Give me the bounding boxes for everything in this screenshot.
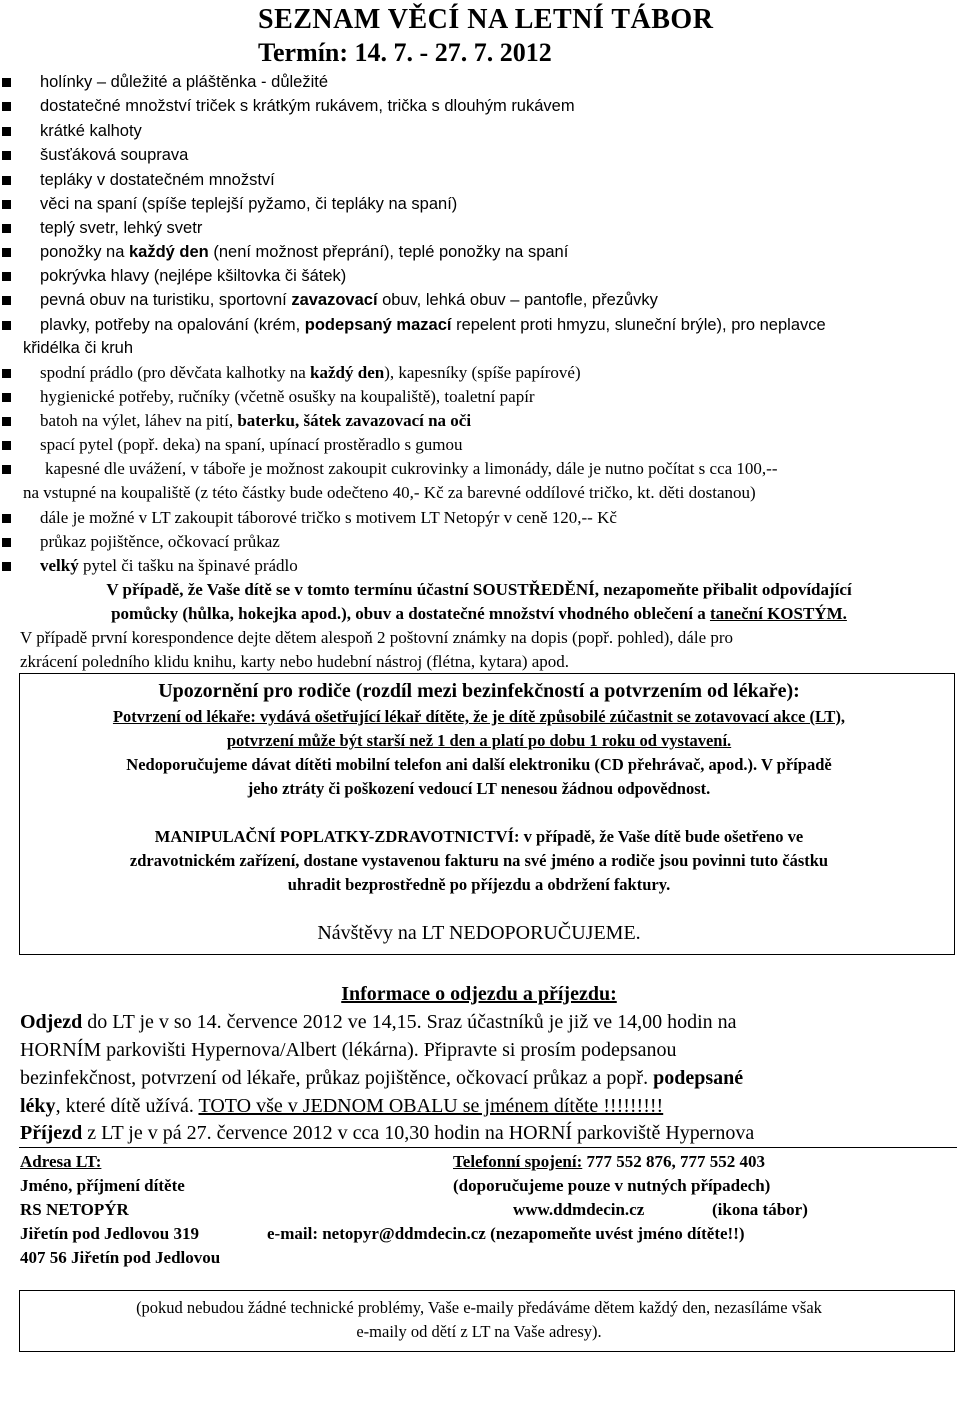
- camp-city: 407 56 Jiřetín pod Jedlovou: [20, 1248, 221, 1267]
- bullet-square-icon: [2, 441, 11, 450]
- confirmation-text-2: potvrzení může být starší než 1 den a platí po dobu 1 roku od vystavení.: [226, 731, 732, 750]
- email-contact[interactable]: e-mail: netopyr@ddmdecin.cz (nezapomeňte uvést jméno dítěte!!): [267, 1224, 745, 1243]
- footer-note-2: e-maily od dětí z LT na Vaše adresy).: [356, 1322, 602, 1341]
- term-dates: Termín: 14. 7. - 27. 7. 2012: [258, 38, 552, 67]
- departure-line-3: bezinfekčnost, potvrzení od lékaře, průkaz pojištěnce, očkovací průkaz a popř. podepsané: [20, 1067, 744, 1089]
- manipulation-fees-2: zdravotnickém zařízení, dostane vystavenou fakturu na své jméno a rodiče jsou povinni tuto částku: [129, 851, 829, 870]
- bullet-square-icon: [2, 102, 11, 111]
- bullet-square-icon: [2, 200, 11, 209]
- phone-warning: Nedoporučujeme dávat dítěti mobilní telefon ani další elektroniku (CD přehrávač, apod.). V případě: [126, 755, 832, 774]
- phone-contact: Telefonní spojení: 777 552 876, 777 552 403: [453, 1152, 766, 1171]
- phone-note: (doporučujeme pouze v nutných případech): [453, 1176, 771, 1195]
- soustredeni-note-2: pomůcky (hůlka, hokejka apod.), obuv a dostatečné množství vhodného oblečení a taneční KOSTÝM.: [111, 604, 847, 623]
- visits-note: Návštěvy na LT NEDOPORUČUJEME.: [317, 922, 641, 944]
- departure-line: Odjezd do LT je v so 14. července 2012 ve 14,15. Sraz účastníků je již ve 14,00 hodin na: [20, 1011, 737, 1033]
- child-name-label: Jméno, příjmení dítěte: [20, 1176, 185, 1195]
- manipulation-fees: MANIPULAČNÍ POPLATKY-ZDRAVOTNICTVÍ: v případě, že Vaše dítě bude ošetřeno ve: [154, 827, 804, 846]
- bullet-square-icon: [2, 562, 11, 571]
- bullet-square-icon: [2, 224, 11, 233]
- departure-line-2: HORNÍM parkovišti Hypernova/Albert (lékárna). Připravte si prosím podepsanou: [20, 1039, 677, 1061]
- bullet-square-icon: [2, 465, 11, 474]
- bullet-square-icon: [2, 514, 11, 523]
- confirmation-text: Potvrzení od lékaře: vydává ošetřující lékař dítěte, že je dítě způsobilé zúčastnit se zotavovací akce (LT),: [112, 707, 846, 726]
- bullet-square-icon: [2, 272, 11, 281]
- divider: [19, 1147, 957, 1148]
- camp-name: RS NETOPÝR: [20, 1200, 129, 1219]
- website-link[interactable]: www.ddmdecin.cz: [513, 1200, 645, 1219]
- footer-note: (pokud nebudou žádné technické problémy, Vaše e-maily předáváme dětem každý den, nezasíláme však: [136, 1298, 822, 1317]
- bullet-square-icon: [2, 369, 11, 378]
- bullet-square-icon: [2, 176, 11, 185]
- camp-street: Jiřetín pod Jedlovou 319: [20, 1224, 199, 1243]
- bullet-square-icon: [2, 321, 11, 330]
- travel-heading: Informace o odjezdu a příjezdu:: [341, 983, 617, 1005]
- arrival-line: Příjezd z LT je v pá 27. července 2012 v cca 10,30 hodin na HORNÍ parkoviště Hypernova: [20, 1122, 755, 1144]
- page-title: SEZNAM VĚCÍ NA LETNÍ TÁBOR: [258, 4, 714, 35]
- correspondence-note-2: zkrácení poledního klidu knihu, karty nebo hudební nástroj (flétna, kytara) apod.: [20, 652, 570, 671]
- bullet-square-icon: [2, 248, 11, 257]
- bullet-square-icon: [2, 538, 11, 547]
- departure-line-4: léky, které dítě užívá. TOTO vše v JEDNOM OBALU se jménem dítěte !!!!!!!!!: [20, 1095, 664, 1117]
- soustredeni-note: V případě, že Vaše dítě se v tomto termínu účastní SOUSTŘEDĚNÍ, nezapomeňte přibalit odpovídající: [106, 580, 852, 599]
- correspondence-note: V případě první korespondence dejte dětem alespoň 2 poštovní známky na dopis (popř. pohled), dále pro: [20, 628, 734, 647]
- bullet-square-icon: [2, 78, 11, 87]
- phone-warning-2: jeho ztráty či poškození vedoucí LT nenesou žádnou odpovědnost.: [247, 779, 711, 798]
- bullet-square-icon: [2, 127, 11, 136]
- manipulation-fees-3: uhradit bezprostředně po příjezdu a obdržení faktury.: [287, 875, 671, 894]
- bullet-square-icon: [2, 417, 11, 426]
- bullet-square-icon: [2, 296, 11, 305]
- address-label: Adresa LT:: [20, 1152, 102, 1171]
- website-note: (ikona tábor): [712, 1200, 808, 1219]
- bullet-square-icon: [2, 393, 11, 402]
- parents-warning-heading: Upozornění pro rodiče (rozdíl mezi bezinfekčností a potvrzením od lékaře):: [158, 680, 800, 702]
- bullet-square-icon: [2, 151, 11, 160]
